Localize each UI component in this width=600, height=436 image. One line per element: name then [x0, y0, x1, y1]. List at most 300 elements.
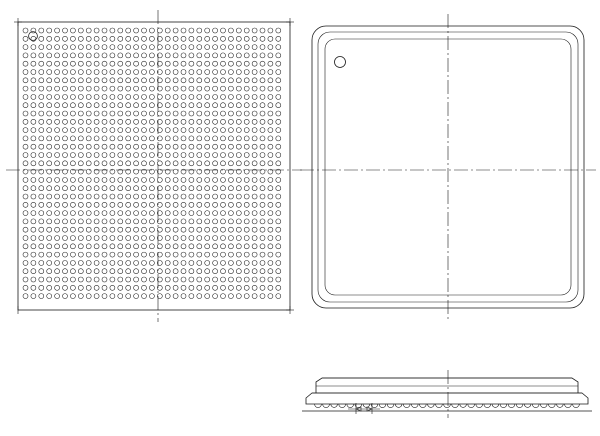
ball-pad	[276, 236, 281, 241]
ball-pad	[134, 45, 139, 50]
ball-pad	[55, 136, 60, 141]
ball-pad	[39, 277, 44, 282]
ball-pad	[102, 194, 107, 199]
ball-pad	[70, 45, 75, 50]
ball-pad	[157, 269, 162, 274]
ball-pad	[94, 136, 99, 141]
ball-pad	[47, 219, 52, 224]
ball-pad	[94, 86, 99, 91]
ball-pad	[142, 153, 147, 158]
ball-pad	[213, 144, 218, 149]
ball-pad	[110, 128, 115, 133]
ball-pad	[173, 227, 178, 232]
ball-pad	[23, 169, 28, 174]
solder-ball	[524, 404, 531, 407]
ball-pad	[110, 219, 115, 224]
ball-pad	[110, 45, 115, 50]
ball-pad	[118, 153, 123, 158]
ball-pad	[149, 153, 154, 158]
ball-pad	[118, 227, 123, 232]
ball-pad	[23, 153, 28, 158]
ball-pad	[228, 277, 233, 282]
ball-pad	[252, 128, 257, 133]
ball-pad	[165, 78, 170, 83]
ball-pad	[23, 252, 28, 257]
ball-pad	[221, 277, 226, 282]
ball-pad	[149, 260, 154, 265]
ball-pad	[86, 136, 91, 141]
ball-pad	[165, 244, 170, 249]
ball-pad	[94, 294, 99, 299]
ball-pad	[31, 285, 36, 290]
ball-pad	[47, 103, 52, 108]
ball-pad	[252, 227, 257, 232]
ball-pad	[39, 219, 44, 224]
ball-pad	[260, 86, 265, 91]
ball-pad	[39, 244, 44, 249]
ball-pad	[126, 244, 131, 249]
ball-pad	[252, 111, 257, 116]
ball-pad	[165, 252, 170, 257]
ball-pad	[268, 94, 273, 99]
ball-pad	[197, 252, 202, 257]
ball-pad	[126, 136, 131, 141]
ball-pad	[47, 61, 52, 66]
ball-pad	[268, 260, 273, 265]
ball-pad	[268, 161, 273, 166]
ball-pad	[221, 45, 226, 50]
ball-pad	[165, 36, 170, 41]
ball-pad	[31, 294, 36, 299]
ball-pad	[228, 136, 233, 141]
ball-pad	[276, 128, 281, 133]
ball-pad	[181, 28, 186, 33]
ball-pad	[31, 202, 36, 207]
ball-pad	[142, 294, 147, 299]
ball-pad	[118, 36, 123, 41]
ball-pad	[70, 78, 75, 83]
ball-pad	[110, 194, 115, 199]
ball-pad	[189, 36, 194, 41]
ball-pad	[31, 28, 36, 33]
ball-pad	[276, 186, 281, 191]
ball-pad	[94, 111, 99, 116]
ball-pad	[252, 277, 257, 282]
ball-pad	[173, 94, 178, 99]
ball-pad	[47, 194, 52, 199]
ball-pad	[126, 252, 131, 257]
ball-pad	[39, 119, 44, 124]
ball-pad	[197, 94, 202, 99]
ball-pad	[244, 177, 249, 182]
ball-pad	[236, 294, 241, 299]
ball-pad	[94, 36, 99, 41]
ball-pad	[134, 260, 139, 265]
ball-pad	[149, 161, 154, 166]
ball-pad	[31, 211, 36, 216]
ball-pad	[86, 277, 91, 282]
ball-pad	[55, 128, 60, 133]
ball-pad	[228, 219, 233, 224]
ball-pad	[268, 36, 273, 41]
ball-pad	[205, 202, 210, 207]
ball-pad	[70, 194, 75, 199]
ball-pad	[157, 94, 162, 99]
ball-pad	[110, 252, 115, 257]
ball-pad	[276, 194, 281, 199]
ball-pad	[205, 285, 210, 290]
ball-pad	[70, 136, 75, 141]
ball-pad	[173, 78, 178, 83]
ball-pad	[142, 236, 147, 241]
ball-pad	[236, 119, 241, 124]
ball-pad	[213, 244, 218, 249]
ball-pad	[47, 119, 52, 124]
ball-pad	[31, 111, 36, 116]
ball-pad	[86, 161, 91, 166]
ball-pad	[213, 119, 218, 124]
ball-pad	[244, 161, 249, 166]
ball-pad	[63, 103, 68, 108]
ball-pad	[165, 128, 170, 133]
ball-pad	[102, 277, 107, 282]
ball-pad	[78, 211, 83, 216]
ball-pad	[173, 260, 178, 265]
ball-pad	[142, 227, 147, 232]
ball-pad	[94, 94, 99, 99]
ball-pad	[47, 161, 52, 166]
ball-pad	[173, 103, 178, 108]
ball-pad	[31, 177, 36, 182]
ball-pad	[134, 277, 139, 282]
ball-pad	[86, 260, 91, 265]
ball-pad	[118, 103, 123, 108]
ball-pad	[149, 219, 154, 224]
ball-pad	[23, 161, 28, 166]
ball-pad	[236, 28, 241, 33]
ball-pad	[78, 61, 83, 66]
ball-pad	[213, 70, 218, 75]
ball-pad	[260, 128, 265, 133]
ball-pad	[94, 285, 99, 290]
ball-pad	[142, 103, 147, 108]
ball-pad	[252, 186, 257, 191]
ball-pad	[268, 28, 273, 33]
ball-pad	[31, 86, 36, 91]
ball-pad	[244, 236, 249, 241]
ball-pad	[78, 252, 83, 257]
ball-pad	[118, 53, 123, 58]
ball-pad	[236, 103, 241, 108]
ball-pad	[244, 111, 249, 116]
ball-pad	[149, 244, 154, 249]
ball-pad	[23, 186, 28, 191]
ball-pad	[244, 227, 249, 232]
ball-pad	[70, 186, 75, 191]
ball-pad	[118, 194, 123, 199]
ball-pad	[189, 194, 194, 199]
ball-pad	[70, 252, 75, 257]
ball-pad	[126, 285, 131, 290]
ball-pad	[276, 260, 281, 265]
ball-pad	[78, 177, 83, 182]
ball-pad	[197, 70, 202, 75]
ball-pad	[86, 28, 91, 33]
ball-pad	[252, 144, 257, 149]
ball-pad	[165, 194, 170, 199]
ball-pad	[260, 111, 265, 116]
ball-pad	[213, 161, 218, 166]
ball-pad	[157, 111, 162, 116]
ball-pad	[126, 61, 131, 66]
ball-pad	[252, 194, 257, 199]
ball-pad	[268, 111, 273, 116]
ball-pad	[173, 45, 178, 50]
ball-pad	[268, 285, 273, 290]
ball-pad	[39, 177, 44, 182]
ball-pad	[260, 119, 265, 124]
ball-pad	[63, 252, 68, 257]
ball-pad	[165, 94, 170, 99]
ball-pad	[63, 202, 68, 207]
ball-pad	[149, 36, 154, 41]
ball-pad	[142, 86, 147, 91]
ball-pad	[63, 153, 68, 158]
ball-pad	[252, 219, 257, 224]
ball-pad	[228, 111, 233, 116]
ball-pad	[276, 227, 281, 232]
ball-pad	[110, 144, 115, 149]
ball-pad	[165, 227, 170, 232]
ball-pad	[189, 211, 194, 216]
ball-pad	[47, 244, 52, 249]
ball-pad	[252, 260, 257, 265]
ball-pad	[134, 153, 139, 158]
top-view	[300, 14, 596, 322]
ball-pad	[189, 128, 194, 133]
ball-pad	[39, 103, 44, 108]
ball-pad	[55, 252, 60, 257]
ball-pad	[70, 227, 75, 232]
ball-pad	[228, 194, 233, 199]
ball-pad	[86, 177, 91, 182]
ball-pad	[70, 94, 75, 99]
ball-pad	[260, 177, 265, 182]
ball-pad	[236, 53, 241, 58]
ball-pad	[165, 119, 170, 124]
ball-pad	[134, 219, 139, 224]
ball-pad	[102, 111, 107, 116]
ball-pad	[189, 119, 194, 124]
ball-pad	[189, 70, 194, 75]
ball-pad	[39, 227, 44, 232]
ball-pad	[70, 260, 75, 265]
ball-pad	[236, 252, 241, 257]
ball-pad	[236, 260, 241, 265]
ball-pad	[197, 128, 202, 133]
ball-pad	[55, 153, 60, 158]
ball-pad	[102, 285, 107, 290]
solder-ball	[460, 404, 467, 407]
ball-pad	[110, 177, 115, 182]
ball-pad	[221, 153, 226, 158]
ball-pad	[205, 269, 210, 274]
ball-pad	[252, 236, 257, 241]
ball-pad	[236, 244, 241, 249]
ball-pad	[63, 144, 68, 149]
ball-pad	[47, 285, 52, 290]
ball-pad	[142, 144, 147, 149]
ball-pad	[31, 161, 36, 166]
ball-pad	[189, 269, 194, 274]
ball-pad	[94, 236, 99, 241]
ball-pad	[197, 103, 202, 108]
ball-pad	[126, 211, 131, 216]
ball-pad	[63, 128, 68, 133]
ball-pad	[189, 161, 194, 166]
ball-pad	[149, 285, 154, 290]
ball-pad	[268, 244, 273, 249]
ball-pad	[70, 128, 75, 133]
ball-pad	[197, 236, 202, 241]
ball-pad	[118, 260, 123, 265]
ball-pad	[47, 36, 52, 41]
solder-ball	[508, 404, 515, 408]
ball-pad	[244, 211, 249, 216]
ball-pad	[126, 260, 131, 265]
ball-pad	[276, 211, 281, 216]
ball-pad	[102, 269, 107, 274]
ball-pad	[205, 144, 210, 149]
ball-pad	[110, 244, 115, 249]
ball-pad	[39, 53, 44, 58]
ball-pad	[23, 28, 28, 33]
ball-pad	[276, 219, 281, 224]
ball-pad	[252, 36, 257, 41]
ball-pad	[228, 103, 233, 108]
ball-pad	[55, 236, 60, 241]
ball-pad	[189, 53, 194, 58]
ball-pad	[189, 202, 194, 207]
ball-pad	[213, 186, 218, 191]
ball-pad	[276, 285, 281, 290]
ball-pad	[134, 111, 139, 116]
ball-pad	[213, 177, 218, 182]
ball-pad	[260, 194, 265, 199]
ball-pad	[70, 219, 75, 224]
ball-pad	[181, 136, 186, 141]
ball-pad	[221, 236, 226, 241]
ball-pad	[78, 260, 83, 265]
ball-pad	[173, 219, 178, 224]
ball-pad	[55, 202, 60, 207]
ball-pad	[181, 194, 186, 199]
ball-pad	[23, 277, 28, 282]
ball-pad	[205, 227, 210, 232]
ball-pad	[181, 86, 186, 91]
ball-pad	[228, 86, 233, 91]
ball-pad	[39, 45, 44, 50]
ball-pad	[31, 244, 36, 249]
ball-pad	[110, 236, 115, 241]
ball-pad	[86, 186, 91, 191]
ball-pad	[39, 294, 44, 299]
ball-pad	[173, 252, 178, 257]
ball-pad	[142, 119, 147, 124]
ball-pad	[221, 36, 226, 41]
ball-pad	[23, 294, 28, 299]
ball-pad	[149, 28, 154, 33]
solder-ball	[452, 404, 459, 408]
ball-pad	[189, 86, 194, 91]
ball-pad	[110, 36, 115, 41]
ball-pad	[205, 53, 210, 58]
ball-pad	[165, 70, 170, 75]
ball-pad	[102, 219, 107, 224]
ball-pad	[276, 119, 281, 124]
ball-pad	[63, 28, 68, 33]
ball-pad	[228, 252, 233, 257]
ball-pad	[63, 177, 68, 182]
ball-pad	[142, 277, 147, 282]
ball-pad	[197, 260, 202, 265]
ball-pad	[70, 277, 75, 282]
ball-pad	[39, 211, 44, 216]
ball-pad	[221, 28, 226, 33]
ball-pad	[221, 53, 226, 58]
ball-pad	[39, 161, 44, 166]
ball-pad	[126, 219, 131, 224]
ball-pad	[197, 53, 202, 58]
ball-pad	[221, 219, 226, 224]
ball-pad	[221, 194, 226, 199]
ball-pad	[260, 28, 265, 33]
ball-pad	[181, 260, 186, 265]
ball-pad	[142, 161, 147, 166]
ball-pad	[102, 202, 107, 207]
ball-pad	[276, 70, 281, 75]
ball-pad	[205, 211, 210, 216]
ball-pad	[228, 285, 233, 290]
ball-pad	[39, 36, 44, 41]
ball-pad	[213, 252, 218, 257]
ball-pad	[86, 285, 91, 290]
ball-pad	[31, 194, 36, 199]
ball-pad	[252, 202, 257, 207]
ball-pad	[118, 285, 123, 290]
ball-pad	[78, 202, 83, 207]
ball-pad	[142, 219, 147, 224]
ball-pad	[31, 277, 36, 282]
ball-pad	[118, 61, 123, 66]
ball-pad	[197, 269, 202, 274]
ball-pad	[55, 61, 60, 66]
ball-pad	[23, 194, 28, 199]
solder-ball	[403, 404, 410, 408]
ball-pad	[110, 269, 115, 274]
ball-pad	[236, 219, 241, 224]
ball-pad	[86, 70, 91, 75]
ball-pad	[268, 194, 273, 199]
ball-pad	[47, 260, 52, 265]
ball-pad	[260, 144, 265, 149]
ball-pad	[173, 169, 178, 174]
ball-pad	[31, 128, 36, 133]
ball-pad	[252, 94, 257, 99]
ball-pad	[189, 94, 194, 99]
ball-pad	[173, 61, 178, 66]
ball-pad	[142, 128, 147, 133]
